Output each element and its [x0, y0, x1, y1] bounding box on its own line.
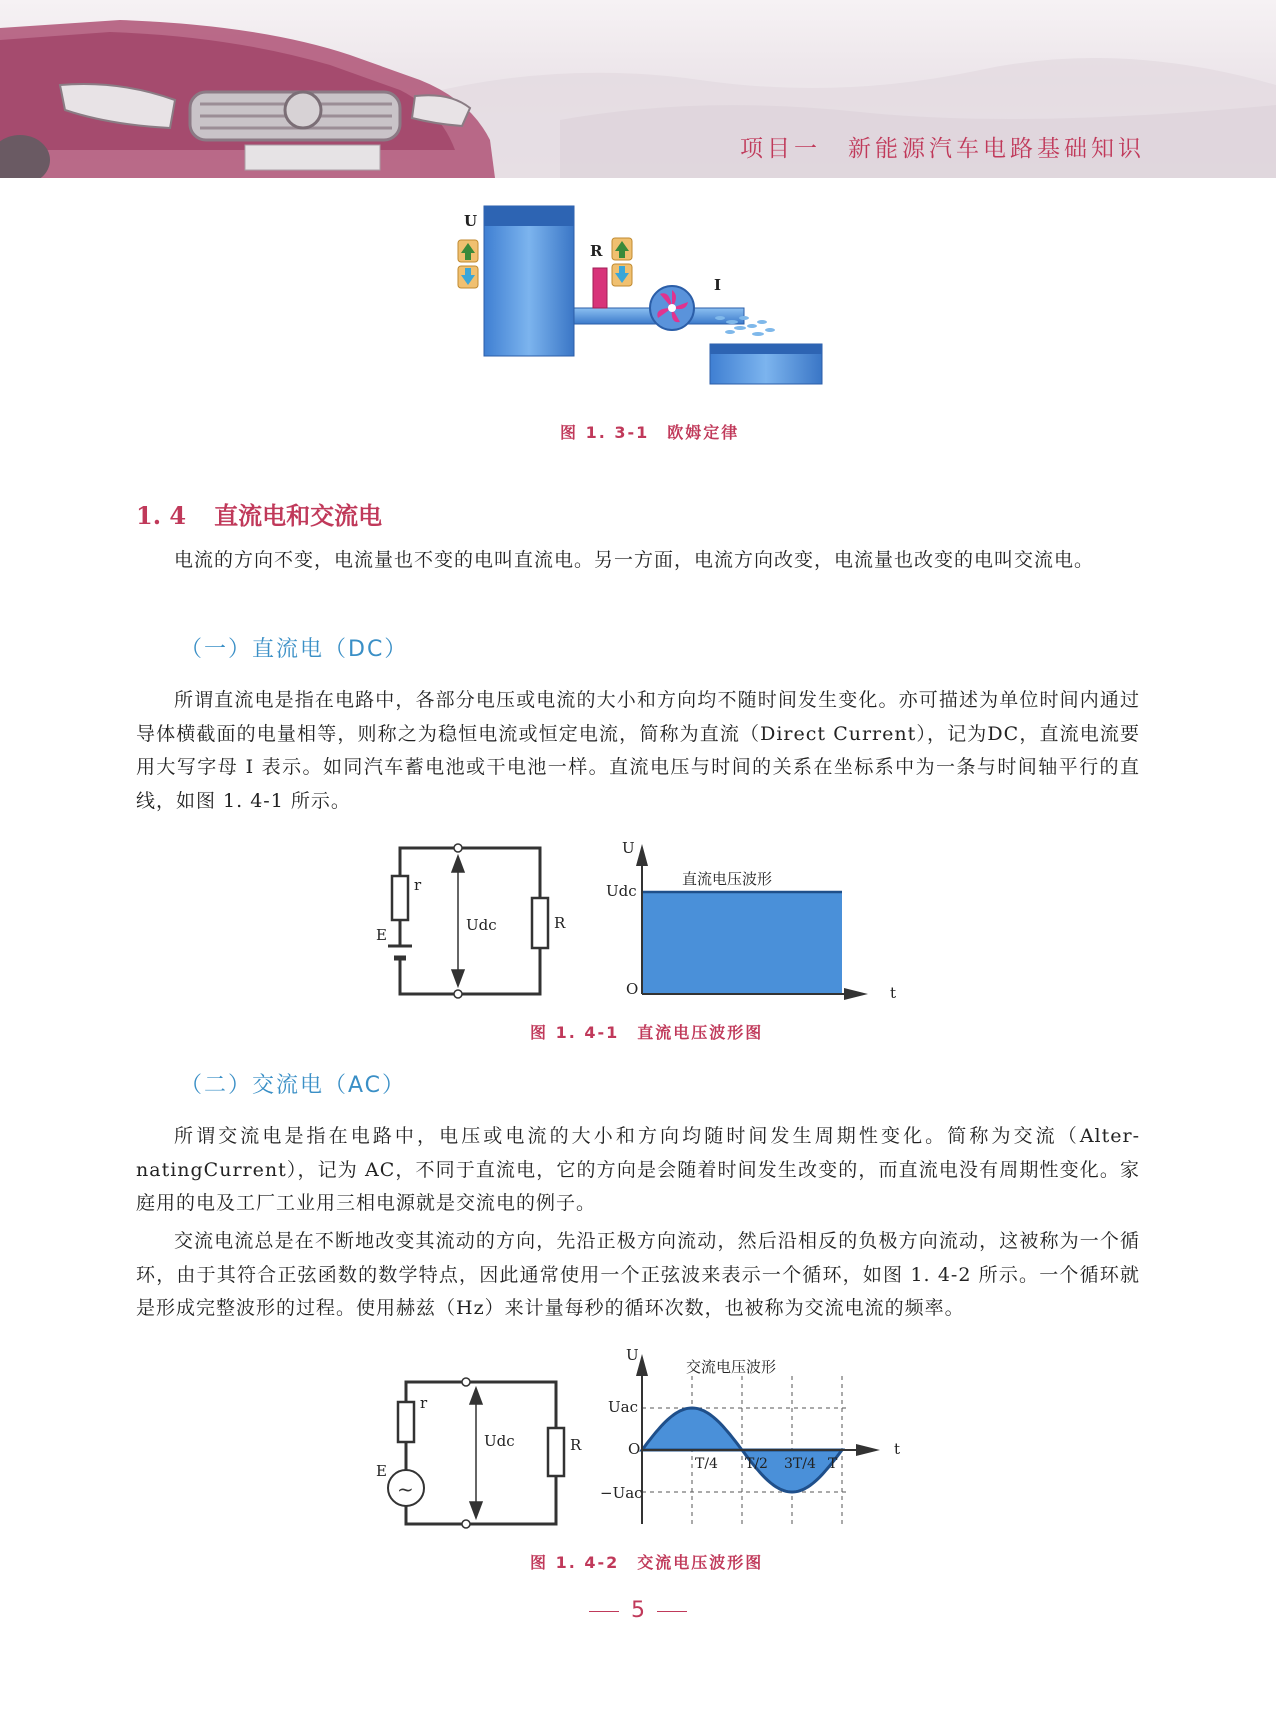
intro-paragraph: 电流的方向不变，电流量也不变的电叫直流电。另一方面，电流方向改变，电流量也改变的电叫交流电。: [174, 549, 1095, 571]
svg-text:Uac: Uac: [608, 1398, 638, 1416]
ac-waveform-chart: [600, 1346, 900, 1524]
battery-icon: [388, 946, 412, 958]
label-i: I: [714, 276, 722, 294]
section-title: 直流电和交流电: [214, 502, 383, 530]
svg-text:−Uac: −Uac: [600, 1484, 643, 1502]
svg-text:R: R: [570, 1436, 582, 1454]
u-axis-arrow-icon: [636, 844, 648, 866]
dc-waveform-chart: [606, 839, 896, 1002]
figure-caption: 图 1. 4-2 交流电压波形图: [530, 1553, 764, 1572]
load-resistor-r: [532, 898, 548, 948]
section-number: 1. 4: [136, 501, 187, 530]
load-resistor-r: [548, 1428, 564, 1476]
page-header: [0, 0, 1276, 178]
up-arrow-icon: [612, 238, 632, 260]
svg-text:O: O: [626, 980, 639, 998]
figure-caption: 图 1. 4-1 直流电压波形图: [530, 1023, 764, 1042]
svg-text:T: T: [828, 1456, 838, 1472]
svg-text:Udc: Udc: [606, 882, 637, 900]
page-number: 5: [0, 1598, 1276, 1623]
svg-text:~: ~: [397, 1477, 414, 1501]
ac-circuit-and-waveform: [372, 1346, 902, 1542]
svg-text:O: O: [628, 1440, 641, 1458]
svg-text:T/2: T/2: [745, 1456, 768, 1472]
svg-text:t: t: [894, 1440, 901, 1458]
dc-circuit-and-waveform: [372, 838, 902, 1018]
svg-text:U: U: [626, 1346, 639, 1364]
dc-voltage-area: [642, 892, 842, 994]
label-u: U: [464, 212, 478, 230]
label-r: R: [590, 242, 603, 260]
ac-paragraph-2: 交流电流总是在不断地改变其流动的方向，先沿正极方向流动，然后沿相反的负极方向流动，这被称为一个循环，由于其符合正弦函数的数学特点，因此通常使用一个正弦波来表示一个循环，如图 1. 4-2 所示。一个循环就是形成完整波形的过程。使用赫兹（Hz）来计量每秒的循环次数，也被称为交流电流的频率。: [136, 1230, 1140, 1319]
svg-text:3T/4: 3T/4: [784, 1456, 816, 1472]
voltage-arrow-icon: [452, 856, 464, 986]
svg-text:t: t: [890, 984, 897, 1002]
down-arrow-icon: [612, 264, 632, 286]
ac-paragraph-1: 所谓交流电是指在电路中，电压或电流的大小和方向均随时间发生周期性变化。简称为交流（Alter-natingCurrent），记为 AC，不同于直流电，它的方向是会随着时间发生改变的，而直流电没有周期性变化。家庭用的电及工厂工业用三相电源就是交流电的例子。: [136, 1125, 1140, 1214]
t-axis-arrow-icon: [844, 988, 868, 1000]
svg-text:E: E: [376, 1462, 387, 1480]
svg-text:Udc: Udc: [466, 916, 497, 934]
ac-heading: （二）交流电（AC）: [180, 1073, 407, 1098]
ohms-law-water-diagram: [440, 198, 840, 413]
dc-paragraph: 所谓直流电是指在电路中，各部分电压或电流的大小和方向均不随时间发生变化。亦可描述为单位时间内通过导体横截面的电量相等，则称之为稳恒电流或恒定电流，简称为直流（Direct Current），记为DC，直流电流要用大写字母 I 表示。如同汽车蓄电池或干电池一样。直流电压与时间的关系在坐标系中为一条与时间轴平行的直线，如图 1. 4-1 所示。: [136, 689, 1140, 812]
svg-text:r: r: [414, 876, 422, 894]
up-arrow-icon: [458, 240, 478, 262]
figure-caption: 图 1. 3-1 欧姆定律: [560, 423, 740, 442]
svg-text:Udc: Udc: [484, 1432, 515, 1450]
water-spray: [715, 316, 775, 336]
internal-resistor-r: [392, 876, 408, 920]
chapter-title: 项目一 新能源汽车电路基础知识: [740, 136, 1145, 162]
svg-text:T/4: T/4: [695, 1456, 718, 1472]
svg-text:交流电压波形: 交流电压波形: [686, 1358, 777, 1376]
svg-text:E: E: [376, 926, 387, 944]
svg-text:直流电压波形: 直流电压波形: [682, 870, 773, 888]
internal-resistor-r: [398, 1402, 414, 1442]
svg-text:r: r: [420, 1394, 428, 1412]
t-axis-arrow-icon: [856, 1444, 880, 1456]
dc-heading: （一）直流电（DC）: [180, 637, 409, 662]
voltage-arrow-icon: [470, 1388, 482, 1518]
down-arrow-icon: [458, 266, 478, 288]
svg-text:U: U: [622, 839, 635, 857]
svg-text:R: R: [554, 914, 566, 932]
section-heading: [136, 496, 382, 531]
